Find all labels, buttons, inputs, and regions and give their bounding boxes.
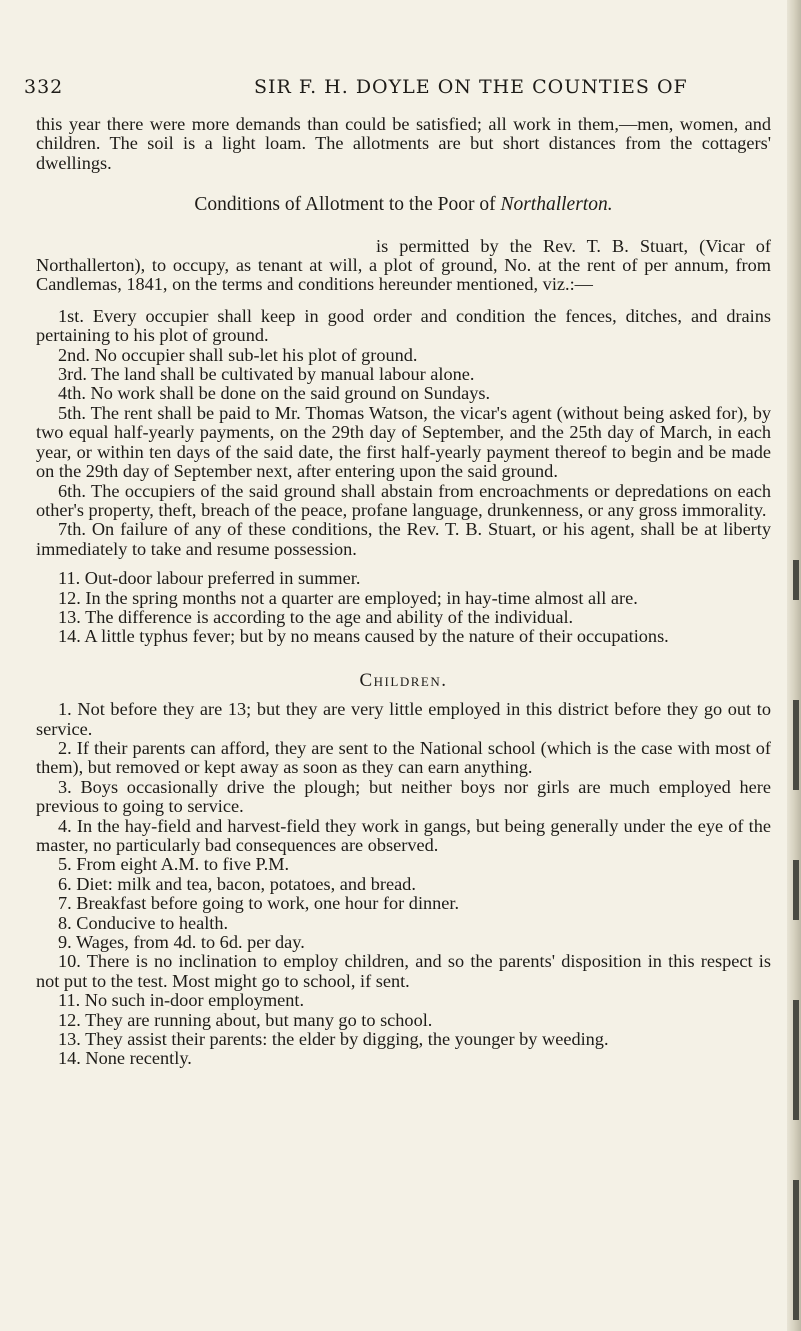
- children-item: 6. Diet: milk and tea, bacon, potatoes, and bread.: [58, 873, 416, 894]
- answer-item: 12. In the spring months not a quarter are employed; in hay-time almost all are.: [58, 587, 638, 608]
- rule-item: 2nd. No occupier shall sub-let his plot of ground.: [58, 344, 418, 365]
- children-item: 11. No such in-door employment.: [58, 990, 305, 1011]
- answers-list: [36, 569, 771, 647]
- children-item: 9. Wages, from 4d. to 6d. per day.: [58, 932, 305, 953]
- answer-item: 11. Out-door labour preferred in summer.: [58, 568, 361, 589]
- children-item: 5. From eight A.M. to five P.M.: [58, 854, 290, 875]
- binding-edge-mark: [793, 560, 799, 600]
- children-item: 10. There is no inclination to employ children, and so the parents' disposition in this respect is not put to the test. Most might go to school, if sent.: [36, 951, 771, 991]
- conditions-heading: [36, 195, 771, 214]
- rule-item: 1st. Every occupier shall keep in good order and condition the fences, ditches, and drains pertaining to his plot of ground.: [36, 305, 771, 346]
- children-item: 13. They assist their parents: the elder by digging, the younger by weeding.: [58, 1029, 609, 1050]
- allotment-form-text: is permitted by the Rev. T. B. Stuart, (Vicar of Northallerton), to occupy, as tenant at will, a plot of ground, No. at the rent of per annum, from Candlemas, 1841, on the terms and conditions hereunder mentioned, viz.:—: [36, 235, 771, 295]
- binding-edge-mark: [793, 700, 799, 790]
- running-head: SIR F. H. DOYLE ON THE COUNTIES OF: [254, 76, 688, 98]
- binding-edge-mark: [793, 860, 799, 920]
- children-item: 4. In the hay-field and harvest-field they work in gangs, but being generally under the eye of the master, no particularly bad consequences are observed.: [36, 815, 771, 855]
- rule-item: 7th. On failure of any of these conditions, the Rev. T. B. Stuart, or his agent, shall be at liberty immediately to take and resume possession.: [36, 519, 771, 559]
- page-edge-shadow: [787, 0, 801, 1331]
- page-number: 332: [24, 76, 64, 98]
- intro-paragraph: this year there were more demands than could be satisfied; all work in them,—men, women, and children. The soil is a light loam. The allotments are but short distances from the cottagers' dwellings.: [36, 114, 771, 173]
- children-item: 3. Boys occasionally drive the plough; but neither boys nor girls are much employed here previous to going to service.: [36, 776, 771, 817]
- children-heading: Children.: [359, 669, 448, 691]
- answer-item: 13. The difference is according to the age and ability of the individual.: [58, 606, 574, 627]
- page-body: [36, 72, 771, 1069]
- children-item: 2. If their parents can afford, they are sent to the National school (which is the case with most of them), but removed or kept away as soon as they can earn anything.: [36, 737, 771, 778]
- children-list: [36, 700, 771, 1069]
- binding-edge-mark: [793, 1000, 799, 1120]
- rule-item: 4th. No work shall be done on the said ground on Sundays.: [58, 383, 491, 404]
- conditions-heading-place: Northallerton.: [500, 194, 613, 216]
- children-item: 1. Not before they are 13; but they are very little employed in this district before they go out to service.: [36, 699, 771, 739]
- children-item: 12. They are running about, but many go to school.: [58, 1009, 433, 1030]
- rule-item: 3rd. The land shall be cultivated by manual labour alone.: [58, 364, 475, 385]
- children-item: 8. Conducive to health.: [58, 912, 229, 933]
- rule-item: 6th. The occupiers of the said ground shall abstain from encroachments or depredations on each other's property, theft, breach of the peace, profane language, drunkenness, or any gross immorality.: [36, 480, 771, 520]
- children-item: 14. None recently.: [58, 1048, 192, 1069]
- children-item: 7. Breakfast before going to work, one hour for dinner.: [58, 893, 460, 914]
- conditions-heading-prefix: Conditions of Allotment to the Poor of: [194, 194, 501, 216]
- binding-edge-mark: [793, 1180, 799, 1320]
- rules-list: [36, 307, 771, 559]
- answer-item: 14. A little typhus fever; but by no means caused by the nature of their occupations.: [58, 626, 669, 647]
- rule-item: 5th. The rent shall be paid to Mr. Thomas Watson, the vicar's agent (without being asked for), by two equal half-yearly payments, on the 29th day of September, and the 25th day of March, in each year, or within ten days of the said date, the first half-yearly payment thereof to begin and be made on the 29th day of September next, after entering upon the said ground.: [36, 402, 771, 482]
